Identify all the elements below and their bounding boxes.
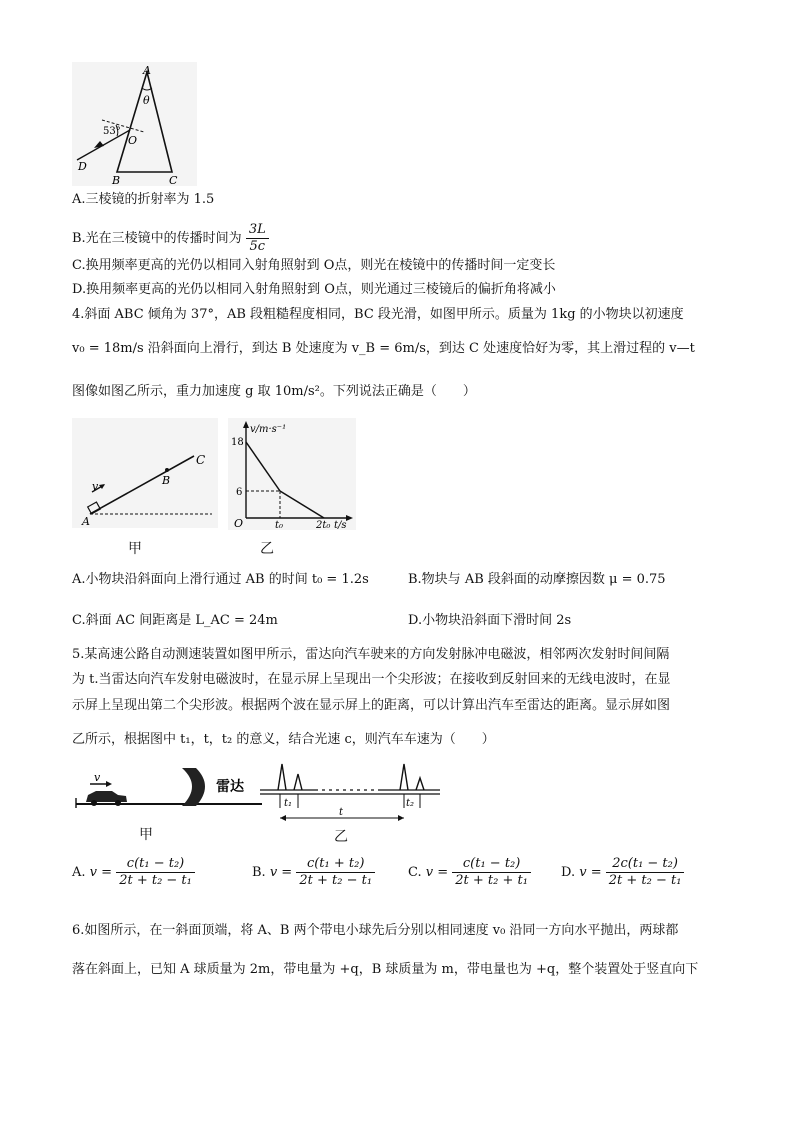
q5-option-b-numerator: c(t₁ + t₂) bbox=[296, 856, 375, 873]
radar-screen-figure bbox=[258, 760, 442, 828]
q5-option-d-prefix: D. bbox=[561, 865, 576, 880]
screen-label-t: t bbox=[339, 807, 344, 818]
radar-label: 雷达 bbox=[216, 779, 244, 795]
q5-stem-line3: 示屏上呈现出第二个尖形波。根据两个波在显示屏上的距离，可以计算出汽车至雷达的距离。显示屏如图 bbox=[72, 698, 671, 713]
q5-stem-line2: 为 t.当雷达向汽车发射电磁波时，在显示屏上呈现出一个尖形波；在接收到反射回来的无线电波时，在显 bbox=[72, 672, 671, 687]
screen-label-t2: t₂ bbox=[406, 798, 415, 809]
q5-option-b-denominator: 2t + t₂ − t₁ bbox=[299, 873, 373, 888]
vt-graph bbox=[228, 418, 356, 530]
q4-option-c: C.斜面 AC 间距离是 L_AC = 24m bbox=[72, 613, 278, 628]
q5-option-c-denominator: 2t + t₂ + t₁ bbox=[455, 873, 528, 888]
incline-figure bbox=[72, 418, 218, 528]
q5-stem-line4: 乙所示，根据图中 t₁，t，t₂ 的意义，结合光速 c，则汽车车速为（ ） bbox=[72, 732, 495, 747]
q5-option-c-lhs: v = bbox=[425, 865, 449, 880]
q5-caption-yi: 乙 bbox=[334, 829, 348, 845]
q4-caption-jia: 甲 bbox=[128, 541, 142, 557]
radar-car-v: v bbox=[94, 771, 101, 784]
q4-stem-line1: 4.斜面 ABC 倾角为 37°，AB 段粗糙程度相同，BC 段光滑，如图甲所示。质量为 1kg 的小物块以初速度 bbox=[72, 307, 684, 322]
prism-label-C: C bbox=[169, 174, 178, 186]
q3-option-b bbox=[72, 222, 269, 255]
q5-option-a-numerator: c(t₁ − t₂) bbox=[116, 856, 195, 873]
prism-label-angle: 53° bbox=[103, 126, 121, 137]
q5-option-a-lhs: v = bbox=[89, 865, 113, 880]
screen-label-t1: t₁ bbox=[284, 798, 293, 809]
q5-option-c bbox=[408, 856, 531, 889]
prism-label-O: O bbox=[128, 134, 138, 147]
vt-label-t0: t₀ bbox=[275, 520, 284, 530]
q3-option-b-numerator: 3L bbox=[246, 222, 269, 239]
q5-option-a-fraction bbox=[116, 856, 195, 889]
q4-caption-yi: 乙 bbox=[260, 541, 274, 557]
q3-option-b-prefix: B.光在三棱镜中的传播时间为 bbox=[72, 231, 242, 246]
q5-option-a bbox=[72, 856, 195, 889]
vt-label-6: 6 bbox=[236, 487, 243, 498]
q4-option-d: D.小物块沿斜面下滑时间 2s bbox=[408, 613, 572, 628]
q5-option-b-prefix: B. bbox=[252, 865, 266, 880]
vt-label-tunit: t/s bbox=[334, 520, 347, 530]
q5-option-d-fraction bbox=[606, 856, 685, 889]
q5-option-c-numerator: c(t₁ − t₂) bbox=[452, 856, 531, 873]
q3-option-d: D.换用频率更高的光仍以相同入射角照射到 O点，则光通过三棱镜后的偏折角将减小 bbox=[72, 282, 556, 297]
incline-label-C: C bbox=[196, 453, 206, 467]
q4-option-a: A.小物块沿斜面向上滑行通过 AB 的时间 t₀ = 1.2s bbox=[72, 572, 369, 587]
q5-caption-jia: 甲 bbox=[139, 827, 153, 843]
q6-stem-line1: 6.如图所示，在一斜面顶端，将 A、B 两个带电小球先后分别以相同速度 v₀ 沿同一方向水平抛出，两球都 bbox=[72, 923, 679, 938]
vt-label-origin: O bbox=[234, 517, 244, 530]
q4-stem-line2: v₀ = 18m/s 沿斜面向上滑行，到达 B 处速度为 v_B = 6m/s，到达 C 处速度恰好为零，其上滑过程的 v—t bbox=[72, 341, 695, 356]
vt-label-2t0: 2t₀ bbox=[316, 520, 331, 530]
q5-option-d bbox=[561, 856, 684, 889]
q5-option-d-lhs: v = bbox=[579, 865, 602, 880]
incline-label-v: v bbox=[92, 480, 99, 493]
q3-option-a: A.三棱镜的折射率为 1.5 bbox=[72, 192, 215, 207]
prism-label-B: B bbox=[112, 174, 121, 186]
prism-label-D: D bbox=[78, 160, 87, 173]
q5-option-c-prefix: C. bbox=[408, 865, 422, 880]
prism-label-A: A bbox=[143, 64, 151, 77]
incline-label-B: B bbox=[162, 474, 171, 487]
q5-option-b-lhs: v = bbox=[269, 865, 293, 880]
q5-option-d-numerator: 2c(t₁ − t₂) bbox=[606, 856, 685, 873]
q5-option-d-denominator: 2t + t₂ − t₁ bbox=[608, 873, 682, 888]
q5-option-a-prefix: A. bbox=[72, 865, 86, 880]
vt-label-18: 18 bbox=[231, 437, 244, 448]
q5-option-c-fraction bbox=[452, 856, 531, 889]
q3-option-c: C.换用频率更高的光仍以相同入射角照射到 O点，则光在棱镜中的传播时间一定变长 bbox=[72, 258, 556, 273]
q5-option-a-denominator: 2t + t₂ − t₁ bbox=[119, 873, 192, 888]
q4-option-b: B.物块与 AB 段斜面的动摩擦因数 μ = 0.75 bbox=[408, 572, 666, 587]
prism-label-theta: θ bbox=[143, 94, 150, 107]
q3-option-b-fraction bbox=[246, 222, 269, 255]
q5-option-b-fraction bbox=[296, 856, 375, 889]
q4-stem-line3: 图像如图乙所示，重力加速度 g 取 10m/s²。下列说法正确是（ ） bbox=[72, 384, 476, 399]
q6-stem-line2: 落在斜面上，已知 A 球质量为 2m，带电量为 +q，B 球质量为 m，带电量也为 +q，整个装置处于竖直向下 bbox=[72, 962, 699, 977]
vt-label-yaxis: v/m·s⁻¹ bbox=[250, 424, 287, 435]
q5-stem-line1: 5.某高速公路自动测速装置如图甲所示，雷达向汽车驶来的方向发射脉冲电磁波，相邻两次发射时间间隔 bbox=[72, 647, 670, 662]
incline-label-A: A bbox=[82, 515, 90, 528]
q5-option-b bbox=[252, 856, 375, 889]
q3-option-b-denominator: 5c bbox=[249, 239, 266, 254]
prism-figure bbox=[72, 62, 197, 186]
radar-figure bbox=[72, 762, 262, 818]
